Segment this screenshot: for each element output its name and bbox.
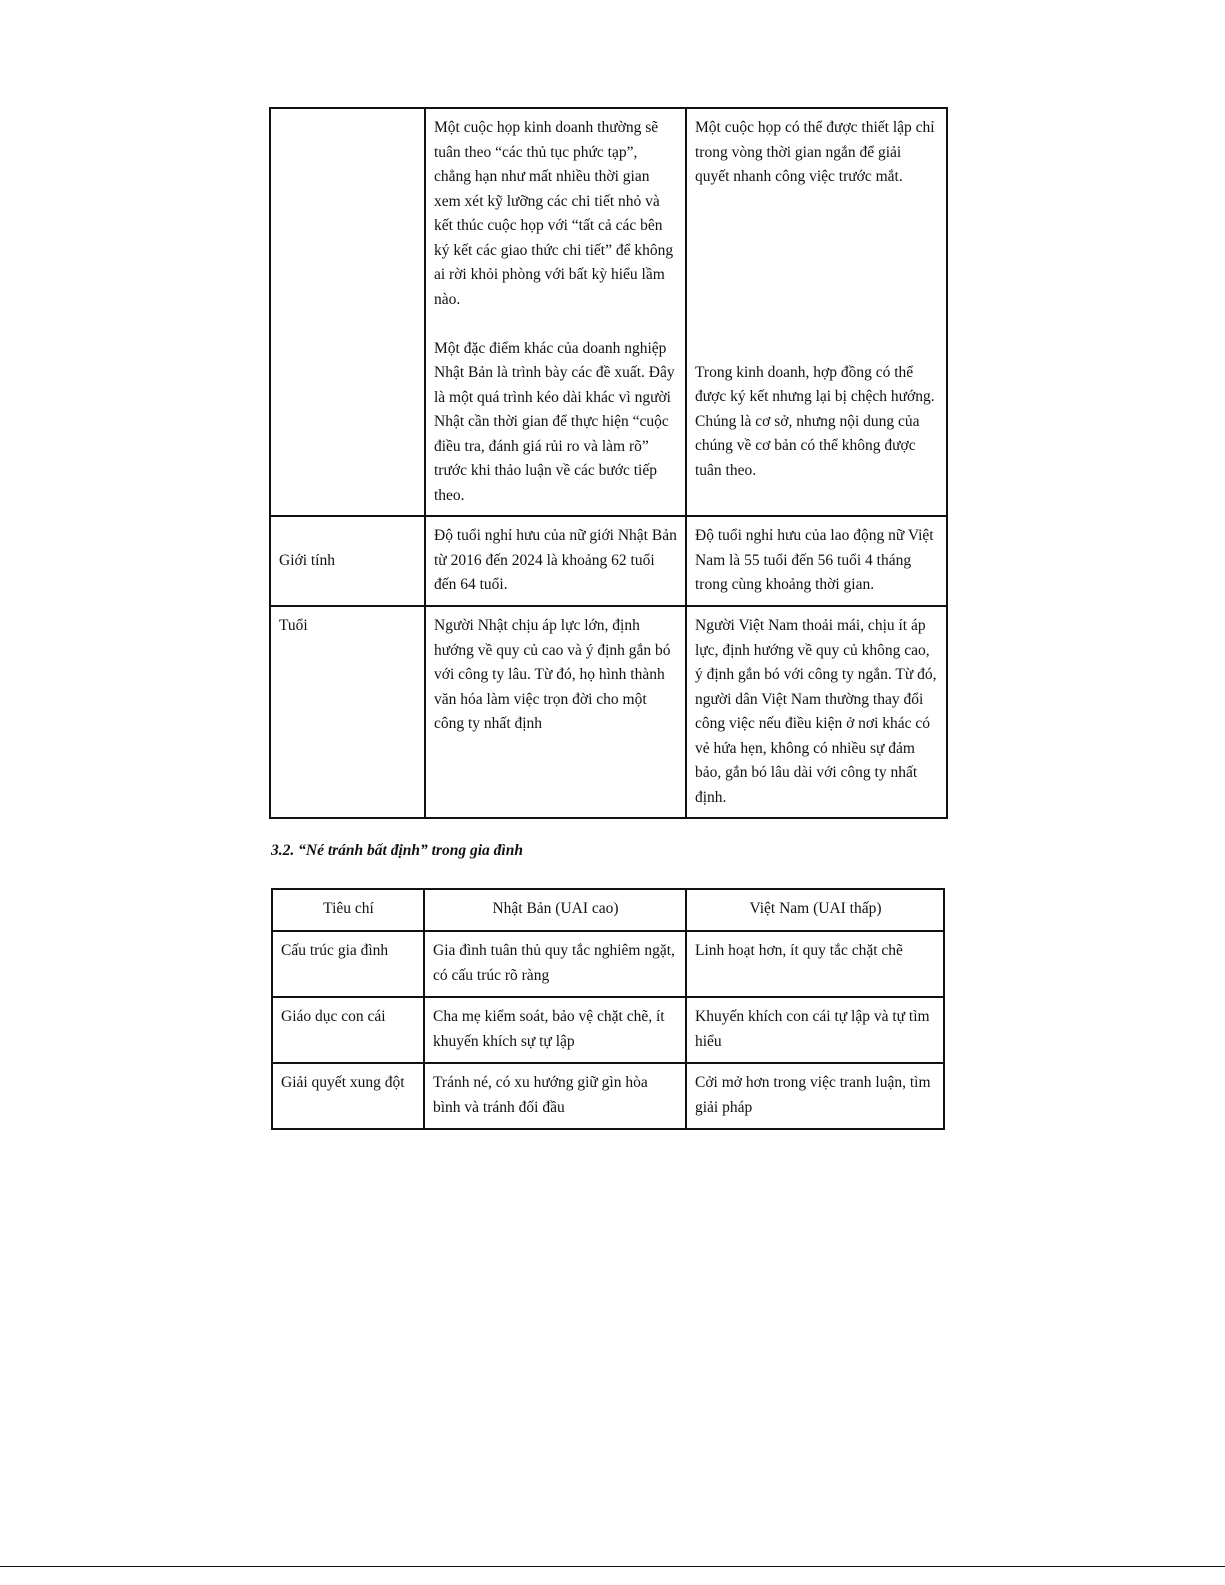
- comparison-table-family: [271, 888, 945, 1130]
- japan-cell: Tránh né, có xu hướng giữ gìn hòa bình và tránh đối đầu: [424, 1063, 686, 1129]
- paragraph: Trong kinh doanh, hợp đồng có thể được ký kết nhưng lại bị chệch hướng. Chúng là cơ sở, nhưng nội dung của chúng về cơ bản có thể không được tuân theo.: [695, 363, 935, 479]
- vietnam-cell: Khuyến khích con cái tự lập và tự tìm hiểu: [686, 997, 944, 1063]
- comparison-table-workplace: [269, 107, 948, 819]
- criterion-cell: Cấu trúc gia đình: [272, 931, 424, 997]
- paragraph: Một cuộc họp kinh doanh thường sẽ tuân theo “các thủ tục phức tạp”, chẳng hạn như mất nhiều thời gian xem xét kỹ lưỡng các chi tiết nhỏ và kết thúc cuộc họp với “tất cả các bên ký kết các giao thức chi tiết” để không ai rời khỏi phòng với bất kỳ hiểu lầm nào.: [434, 119, 674, 308]
- vietnam-cell: [686, 108, 947, 516]
- criterion-cell: Giới tính: [270, 516, 425, 606]
- page-bottom-rule: [0, 1566, 1225, 1567]
- header-cell: Việt Nam (UAI thấp): [686, 889, 944, 931]
- criterion-cell: [270, 108, 425, 516]
- paragraph: Độ tuổi nghỉ hưu của nữ giới Nhật Bản từ 2016 đến 2024 là khoảng 62 tuổi đến 64 tuổi.: [434, 527, 677, 593]
- japan-cell: [425, 108, 686, 516]
- table-header-row: [272, 889, 944, 931]
- criterion-cell: Giải quyết xung đột: [272, 1063, 424, 1129]
- paragraph: Một đặc điểm khác của doanh nghiệp Nhật Bản là trình bày các đề xuất. Đây là một quá trình kéo dài khác vì người Nhật cần thời gian để thực hiện “cuộc điều tra, đánh giá rủi ro và làm rõ” trước khi thảo luận về các bước tiếp theo.: [434, 339, 675, 504]
- vietnam-cell: [686, 606, 947, 818]
- japan-cell: [425, 606, 686, 818]
- paragraph: Độ tuổi nghỉ hưu của lao động nữ Việt Nam là 55 tuổi đến 56 tuổi 4 tháng trong cùng khoảng thời gian.: [695, 527, 934, 593]
- table-row: [270, 606, 947, 818]
- vietnam-cell: Linh hoạt hơn, ít quy tắc chặt chẽ: [686, 931, 944, 997]
- table-row: [272, 997, 944, 1063]
- header-cell: Nhật Bản (UAI cao): [424, 889, 686, 931]
- table-row: [272, 931, 944, 997]
- vietnam-cell: Cởi mở hơn trong việc tranh luận, tìm giải pháp: [686, 1063, 944, 1129]
- japan-cell: Gia đình tuân thủ quy tắc nghiêm ngặt, có cấu trúc rõ ràng: [424, 931, 686, 997]
- table-row: [272, 1063, 944, 1129]
- paragraph: Một cuộc họp có thể được thiết lập chỉ trong vòng thời gian ngắn để giải quyết nhanh công việc trước mắt.: [695, 119, 935, 185]
- header-cell: Tiêu chí: [272, 889, 424, 931]
- section-heading: 3.2. “Né tránh bất định” trong gia đình: [271, 842, 523, 859]
- paragraph: Người Nhật chịu áp lực lớn, định hướng về quy củ cao và ý định gắn bó với công ty lâu. Từ đó, họ hình thành văn hóa làm việc trọn đời cho một công ty nhất định: [434, 617, 671, 732]
- vietnam-cell: [686, 516, 947, 606]
- criterion-cell: Giáo dục con cái: [272, 997, 424, 1063]
- table-row: [270, 516, 947, 606]
- paragraph: Người Việt Nam thoải mái, chịu ít áp lực, định hướng về quy củ không cao, ý định gắn bó với công ty ngắn. Từ đó, người dân Việt Nam thường thay đổi công việc nếu điều kiện ở nơi khác có vẻ hứa hẹn, không có nhiều sự đảm bảo, gắn bó lâu dài với công ty nhất định.: [695, 617, 937, 806]
- criterion-cell: Tuổi: [270, 606, 425, 818]
- japan-cell: Cha mẹ kiểm soát, bảo vệ chặt chẽ, ít khuyến khích sự tự lập: [424, 997, 686, 1063]
- japan-cell: [425, 516, 686, 606]
- table-row: [270, 108, 947, 516]
